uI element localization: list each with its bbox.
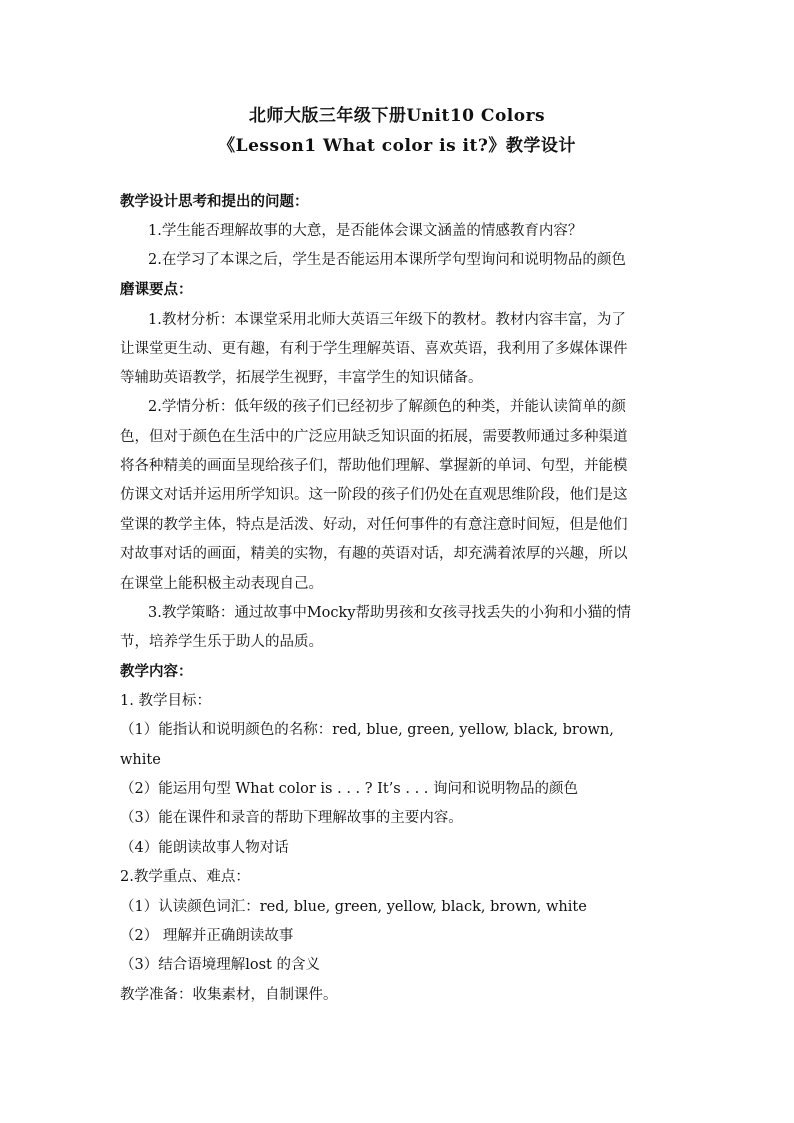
question-2: 2.在学习了本课之后，学生是否能运用本课所学句型询问和说明物品的颜色 — [148, 252, 626, 268]
analysis-paragraph-1-line: 1.教材分析：本课堂采用北师大英语三年级下的教材。教材内容丰富，为了 — [148, 312, 626, 328]
key-point-1: （1）认读颜色词汇：red, blue, green, yellow, black, brown, white — [120, 899, 587, 915]
objective-1: （1）能指认和说明颜色的名称：red, blue, green, yellow, black, brown, — [120, 722, 614, 738]
analysis-paragraph-2-line: 在课堂上能积极主动表现自己。 — [120, 576, 323, 592]
objective-1-continued: white — [120, 752, 161, 768]
section-heading-key-points: 磨课要点： — [120, 281, 193, 298]
analysis-paragraph-2-line: 堂课的教学主体，特点是活泼、好动，对任何事件的有意注意时间短，但是他们 — [120, 517, 628, 533]
analysis-paragraph-3-line: 节，培养学生乐于助人的品质。 — [120, 634, 323, 650]
key-point-2: （2） 理解并正确朗读故事 — [120, 928, 294, 944]
teaching-preparation: 教学准备：收集素材，自制课件。 — [120, 987, 338, 1003]
document-title-line2: 《Lesson1 What color is it?》教学设计 — [218, 136, 576, 156]
analysis-paragraph-3-line: 3.教学策略：通过故事中Mocky帮助男孩和女孩寻找丢失的小狗和小猫的情 — [148, 605, 632, 621]
objective-2: （2）能运用句型 What color is . . . ? It’s . . . 询问和说明物品的颜色 — [120, 781, 579, 797]
analysis-paragraph-1-line: 等辅助英语教学，拓展学生视野，丰富学生的知识储备。 — [120, 370, 483, 386]
analysis-paragraph-2-line: 仿课文对话并运用所学知识。这一阶段的孩子们仍处在直观思维阶段，他们是这 — [120, 487, 628, 503]
document-title-line1: 北师大版三年级下册Unit10 Colors — [248, 106, 546, 126]
section-heading-content: 教学内容： — [120, 663, 193, 680]
section-heading-questions: 教学设计思考和提出的问题： — [120, 193, 309, 210]
key-points-title: 2.教学重点、难点： — [120, 869, 250, 885]
objectives-title: 1. 教学目标： — [120, 693, 211, 709]
key-point-3: （3）结合语境理解lost 的含义 — [120, 957, 320, 973]
analysis-paragraph-2-line: 色，但对于颜色在生活中的广泛应用缺乏知识面的拓展，需要教师通过多种渠道 — [120, 429, 628, 445]
question-1: 1.学生能否理解故事的大意，是否能体会课文涵盖的情感教育内容？ — [148, 223, 583, 239]
analysis-paragraph-2-line: 对故事对话的画面，精美的实物，有趣的英语对话，却充满着浓厚的兴趣，所以 — [120, 546, 628, 562]
analysis-paragraph-1-line: 让课堂更生动、更有趣，有利于学生理解英语、喜欢英语，我利用了多媒体课件 — [120, 341, 628, 357]
analysis-paragraph-2-line: 2.学情分析：低年级的孩子们已经初步了解颜色的种类，并能认读简单的颜 — [148, 399, 626, 415]
objective-3: （3）能在课件和录音的帮助下理解故事的主要内容。 — [120, 810, 463, 826]
analysis-paragraph-2-line: 将各种精美的画面呈现给孩子们，帮助他们理解、掌握新的单词、句型，并能模 — [120, 458, 628, 474]
objective-4: （4）能朗读故事人物对话 — [120, 840, 289, 856]
